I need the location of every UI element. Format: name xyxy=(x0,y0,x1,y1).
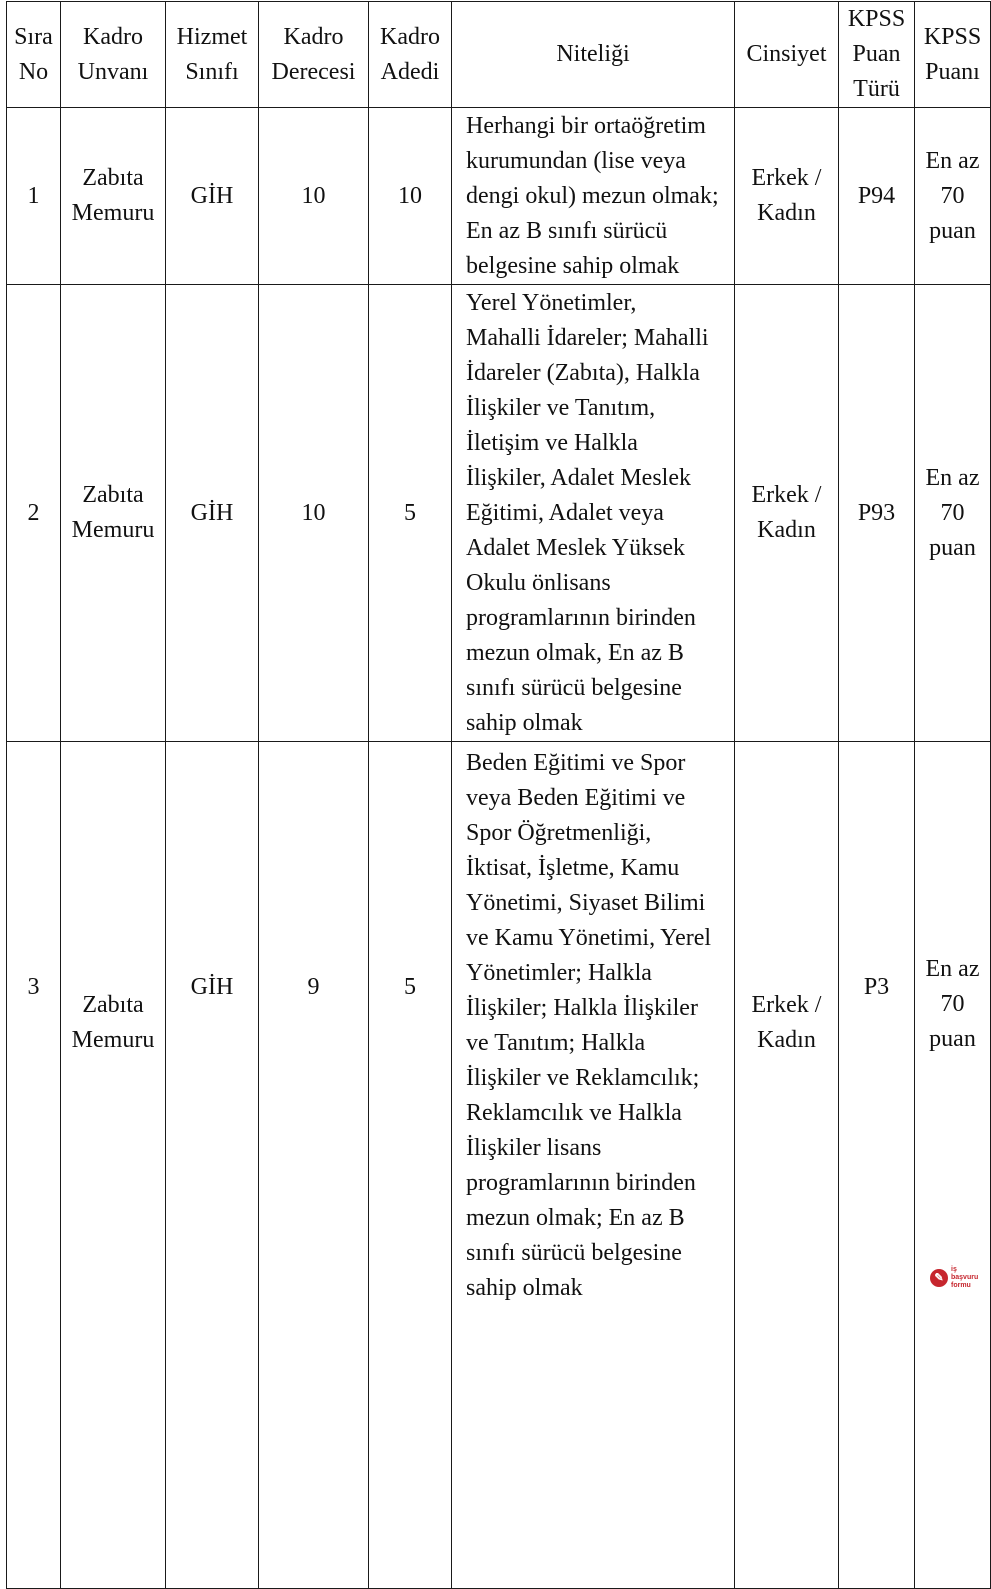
header-kadro-derecesi: Kadro Derecesi xyxy=(259,2,369,108)
edit-form-icon: ✎ xyxy=(930,1269,948,1287)
cell-sinif: GİH xyxy=(166,108,259,285)
cell-cinsiyet: Erkek / Kadın xyxy=(735,285,839,742)
kadro-table xyxy=(6,1,991,1589)
cell-adet: 10 xyxy=(369,108,452,285)
cell-sira: 1 xyxy=(7,108,61,285)
cell-cinsiyet: Erkek / Kadın xyxy=(735,742,839,1589)
cell-puan: En az 70 puan xyxy=(915,108,991,285)
cell-adet: 5 xyxy=(369,285,452,742)
header-cinsiyet: Cinsiyet xyxy=(735,2,839,108)
cell-unvan: Zabıta Memuru xyxy=(61,285,166,742)
cell-puan-turu: P3 xyxy=(839,742,915,1589)
watermark-logo xyxy=(930,1266,986,1290)
cell-adet: 5 xyxy=(369,742,452,1589)
cell-unvan: Zabıta Memuru xyxy=(61,742,166,1589)
cell-unvan: Zabıta Memuru xyxy=(61,108,166,285)
header-niteligi: Niteliği xyxy=(452,2,735,108)
header-kadro-adedi: Kadro Adedi xyxy=(369,2,452,108)
cell-derece: 9 xyxy=(259,742,369,1589)
cell-nitelik: Herhangi bir ortaöğretim kurumundan (lise veya dengi okul) mezun olmak; En az B sınıfı sürücü belgesine sahip olmak xyxy=(452,108,735,285)
header-sira-no: Sıra No xyxy=(7,2,61,108)
header-kpss-puani: KPSS Puanı xyxy=(915,2,991,108)
cell-sira: 3 xyxy=(7,742,61,1589)
table-row xyxy=(7,742,991,1589)
cell-derece: 10 xyxy=(259,285,369,742)
cell-nitelik: Yerel Yönetimler, Mahalli İdareler; Mahalli İdareler (Zabıta), Halkla İlişkiler ve Tanıtım, İletişim ve Halkla İlişkiler, Adalet Meslek Eğitimi, Adalet veya Adalet Meslek Yüksek Okulu önlisans programlarının birinden mezun olmak, En az B sınıfı sürücü belgesine sahip olmak xyxy=(452,285,735,742)
header-kpss-puan-turu: KPSS Puan Türü xyxy=(839,2,915,108)
cell-derece: 10 xyxy=(259,108,369,285)
header-row xyxy=(7,2,991,108)
header-kadro-unvani: Kadro Unvanı xyxy=(61,2,166,108)
cell-nitelik: Beden Eğitimi ve Spor veya Beden Eğitimi ve Spor Öğretmenliği, İktisat, İşletme, Kamu Yönetimi, Siyaset Bilimi ve Kamu Yönetimi, Yerel Yönetimler; Halkla İlişkiler; Halkla İlişkiler ve Tanıtım; Halkla İlişkiler ve Reklamcılık; Reklamcılık ve Halkla İlişkiler lisans programlarının birinden mezun olmak; En az B sınıfı sürücü belgesine sahip olmak xyxy=(452,742,735,1589)
table-row xyxy=(7,285,991,742)
table-row xyxy=(7,108,991,285)
cell-sinif: GİH xyxy=(166,742,259,1589)
cell-puan: En az 70 puan xyxy=(915,285,991,742)
cell-puan-turu: P93 xyxy=(839,285,915,742)
cell-cinsiyet: Erkek / Kadın xyxy=(735,108,839,285)
cell-sira: 2 xyxy=(7,285,61,742)
watermark-text: iş başvuru formu xyxy=(951,1266,979,1289)
cell-sinif: GİH xyxy=(166,285,259,742)
cell-puan: En az 70 puan xyxy=(915,742,991,1589)
header-hizmet-sinifi: Hizmet Sınıfı xyxy=(166,2,259,108)
cell-puan-turu: P94 xyxy=(839,108,915,285)
